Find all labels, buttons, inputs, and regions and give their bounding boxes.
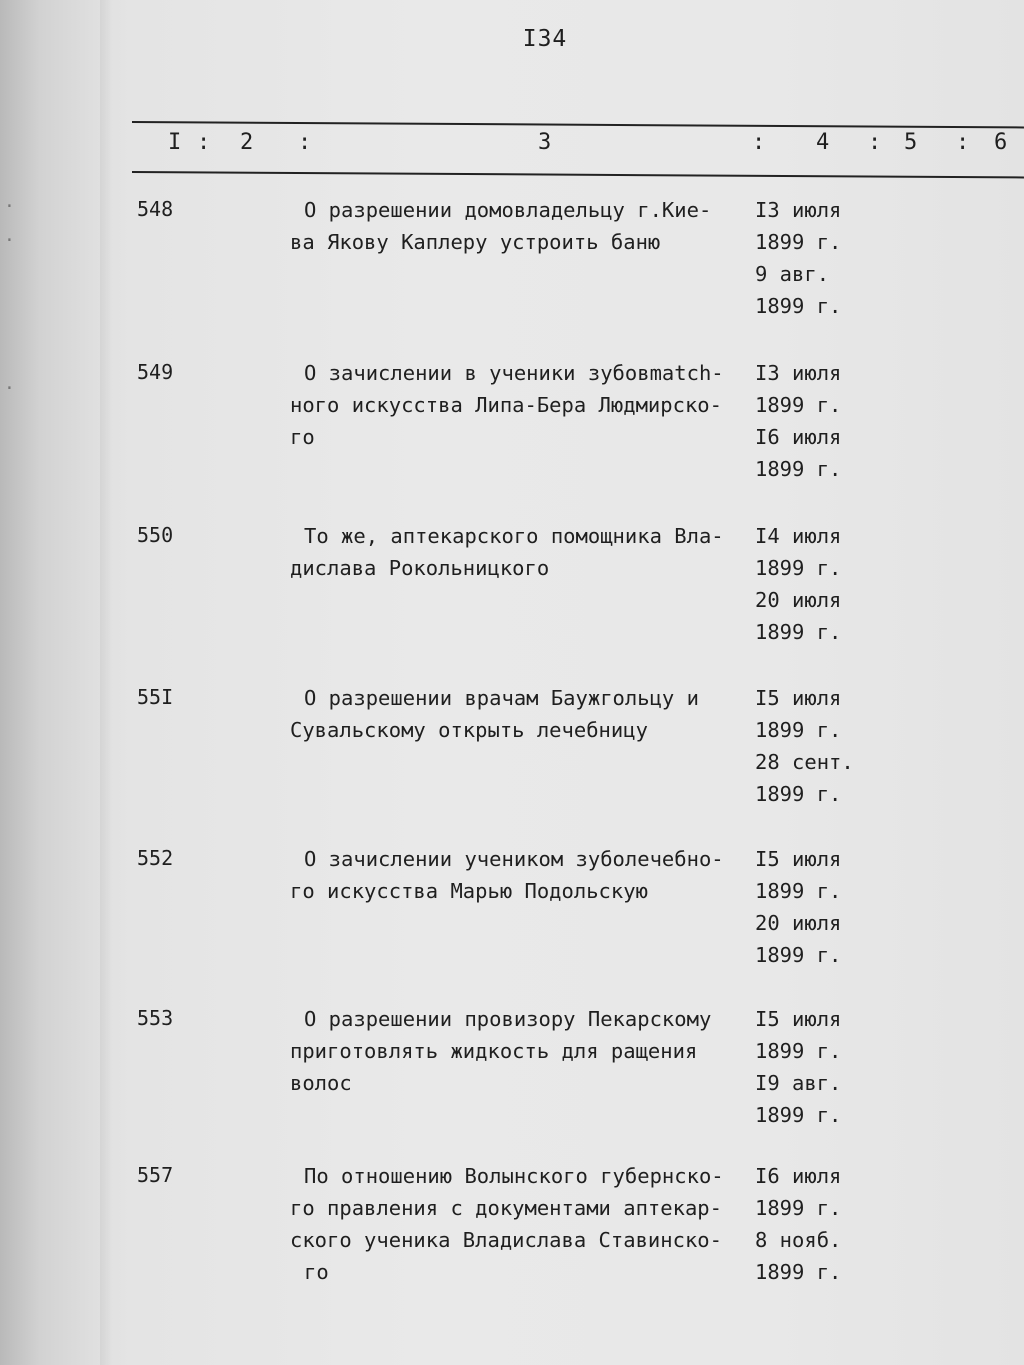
date-start: I5 июля [755,847,842,871]
entry-number: 548 [137,197,174,221]
date-start: I4 июля [755,524,842,548]
date-end: 20 июля [755,588,842,612]
column-header-4: 4 [816,130,830,155]
column-header-1: I [168,130,182,155]
description-line: О разрешении провизору Пекарскому [304,1007,712,1031]
date-end-year: 1899 г. [755,294,842,318]
description-line: го искусства Марью Подольскую [290,879,648,903]
table-top-rule [132,121,1024,128]
description-line: О зачислении в ученики зубовmatch- [304,361,724,385]
description-line: волос [290,1071,352,1095]
table-row [0,194,1024,354]
table-row [0,1160,1024,1320]
entry-description [290,1160,760,1288]
date-end: I6 июля [755,425,842,449]
description-line: го правления с документами аптекар- [290,1196,722,1220]
date-end: I9 авг. [755,1071,842,1095]
table-header-rule [132,171,1024,178]
column-separator: : [197,130,211,155]
date-end: 9 авг. [755,262,830,286]
description-line: О зачислении учеником зуболечебно- [304,847,724,871]
description-line: О разрешении домовладельцу г.Кие- [304,198,712,222]
description-line: ва Якову Каплеру устроить баню [290,230,661,254]
entry-number: 552 [137,846,174,870]
entry-description [290,520,760,584]
date-start-year: 1899 г. [755,1039,842,1063]
date-end: 8 нояб. [755,1228,842,1252]
table-row [0,1003,1024,1163]
date-start: I5 июля [755,686,842,710]
description-line: ного искусства Липа-Бера Людмирско- [290,393,722,417]
date-start-year: 1899 г. [755,718,842,742]
table-row [0,682,1024,842]
date-start: I6 июля [755,1164,842,1188]
date-start-year: 1899 г. [755,879,842,903]
column-header-5: 5 [904,130,918,155]
date-end-year: 1899 г. [755,457,842,481]
entry-number: 553 [137,1006,174,1030]
description-line: О разрешении врачам Баужгольцу и [304,686,699,710]
date-end-year: 1899 г. [755,782,842,806]
column-separator: : [868,130,882,155]
column-header-2: 2 [240,130,254,155]
date-end-year: 1899 г. [755,943,842,967]
entry-dates [755,520,865,648]
entry-dates [755,1003,865,1131]
date-end-year: 1899 г. [755,1260,842,1284]
description-line: ского ученика Владислава Ставинско- [290,1228,722,1252]
description-line: го [290,425,315,449]
date-start: I3 июля [755,361,842,385]
entry-dates [755,194,865,322]
description-line: дислава Рокольницкого [290,556,550,580]
column-header-6: 6 [994,130,1008,155]
column-separator: : [752,130,766,155]
entry-number: 550 [137,523,174,547]
date-start-year: 1899 г. [755,230,842,254]
table-row [0,520,1024,680]
entry-description [290,843,760,907]
page-number: I34 [522,26,568,52]
column-separator: : [956,130,970,155]
date-end-year: 1899 г. [755,1103,842,1127]
entry-dates [755,682,865,810]
entry-number: 557 [137,1163,174,1187]
date-start-year: 1899 г. [755,1196,842,1220]
entry-dates [755,843,865,971]
entry-dates [755,357,865,485]
date-end-year: 1899 г. [755,620,842,644]
date-start-year: 1899 г. [755,393,842,417]
entry-description [290,357,760,453]
entry-description [290,1003,760,1099]
spine-mark: · [4,378,15,399]
column-separator: : [298,130,312,155]
date-end: 28 сент. [755,750,854,774]
description-line: го [304,1260,329,1284]
description-line: По отношению Волынского губернско- [304,1164,724,1188]
description-line: То же, аптекарского помощника Вла- [304,524,724,548]
date-start-year: 1899 г. [755,556,842,580]
spine-mark: · [4,230,15,251]
entry-number: 55I [137,685,174,709]
description-line: приготовлять жидкость для ращения [290,1039,698,1063]
table-row [0,357,1024,517]
column-header-3: 3 [538,130,552,155]
entry-dates [755,1160,865,1288]
date-start: I3 июля [755,198,842,222]
spine-mark: · [4,196,15,217]
entry-description [290,682,760,746]
entry-number: 549 [137,360,174,384]
date-start: I5 июля [755,1007,842,1031]
entry-description [290,194,760,258]
date-end: 20 июля [755,911,842,935]
table-row [0,843,1024,1003]
description-line: Сувальскому открыть лечебницу [290,718,648,742]
